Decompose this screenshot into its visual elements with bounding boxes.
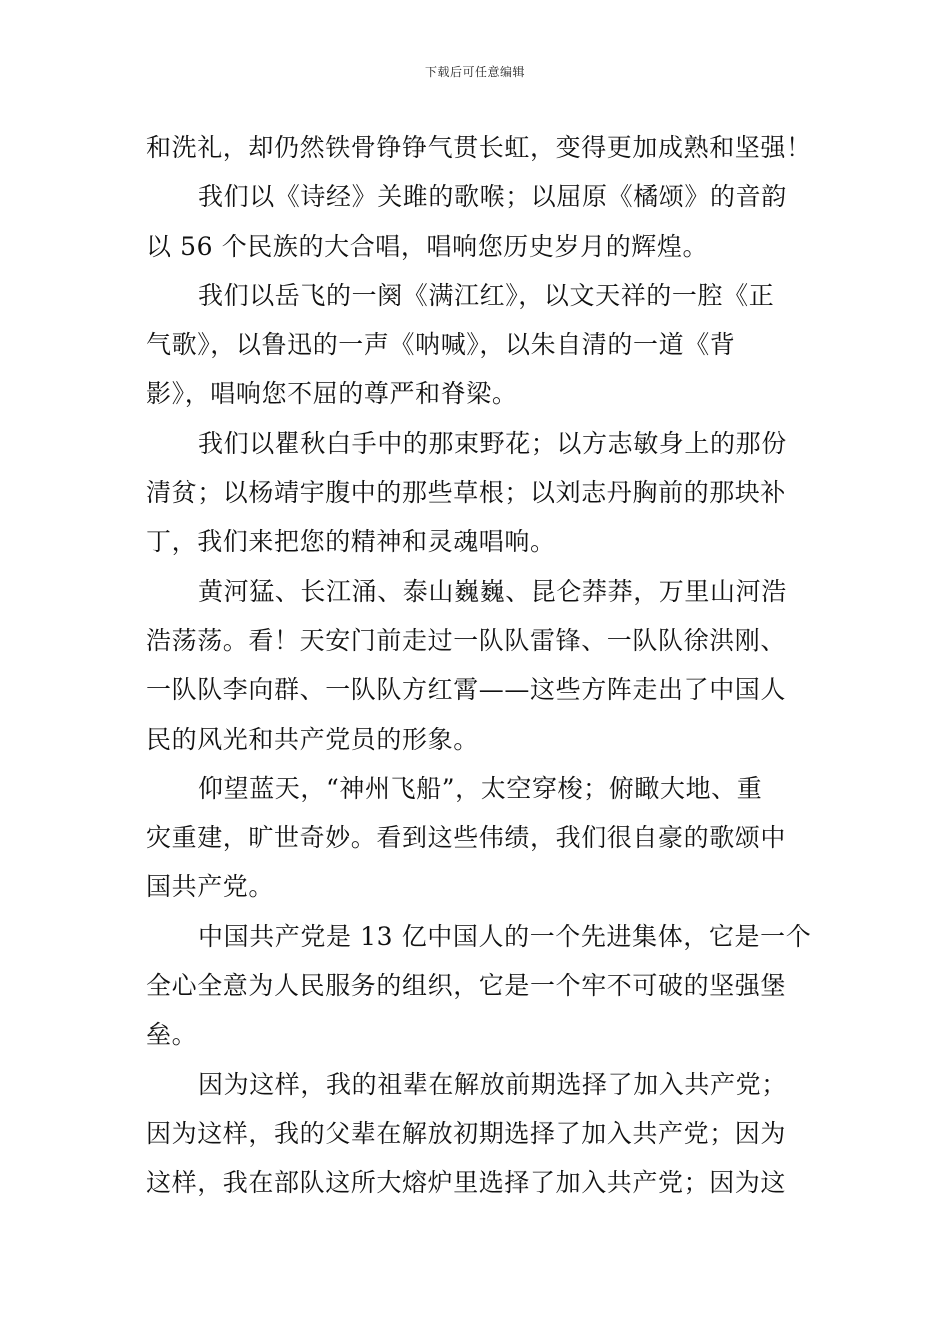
text-line: 浩荡荡。看！天安门前走过一队队雷锋、一队队徐洪刚、 — [146, 625, 787, 655]
text-line: 影》，唱响您不屈的尊严和脊梁。 — [146, 379, 518, 409]
text-line: 以 56 个民族的大合唱，唱响您历史岁月的辉煌。 — [146, 231, 709, 261]
text-line: 民的风光和共产党员的形象。 — [146, 724, 479, 754]
text-line: 丁，我们来把您的精神和灵魂唱响。 — [146, 527, 556, 557]
text-line: 清贫；以杨靖宇腹中的那些草根；以刘志丹胸前的那块补 — [146, 478, 787, 508]
text-line: 国共产党。 — [146, 872, 275, 902]
text-line: 我们以瞿秋白手中的那束野花；以方志敏身上的那份 — [198, 428, 787, 458]
body-text — [146, 123, 810, 1208]
text-line: 灾重建，旷世奇妙。看到这些伟绩，我们很自豪的歌颂中 — [146, 823, 787, 853]
text-line: 一队队李向群、一队队方红霄——这些方阵走出了中国人 — [146, 675, 787, 705]
text-line: 因为这样，我的父辈在解放初期选择了加入共产党；因为 — [146, 1118, 787, 1148]
text-line: 因为这样，我的祖辈在解放前期选择了加入共产党； — [198, 1069, 787, 1099]
text-line: 我们以岳飞的一阕《满江红》，以文天祥的一腔《正 — [198, 280, 775, 310]
text-line: 气歌》，以鲁迅的一声《呐喊》，以朱自清的一道《背 — [146, 330, 736, 360]
text-line: 中国共产党是 13 亿中国人的一个先进集体，它是一个 — [198, 921, 812, 951]
text-line: 黄河猛、长江涌、泰山巍巍、昆仑莽莽，万里山河浩 — [198, 576, 787, 606]
text-line: 仰望蓝天，“神州飞船”，太空穿梭；俯瞰大地、重 — [198, 773, 763, 803]
text-line: 我们以《诗经》关雎的歌喉；以屈原《橘颂》的音韵 — [198, 182, 787, 212]
text-line: 垒。 — [146, 1020, 198, 1050]
header-note: 下载后可任意编辑 — [424, 65, 525, 79]
text-line: 全心全意为人民服务的组织，它是一个牢不可破的坚强堡 — [146, 971, 787, 1001]
text-line: 和洗礼，却仍然铁骨铮铮气贯长虹，变得更加成熟和坚强！ — [146, 133, 812, 162]
text-line: 这样，我在部队这所大熔炉里选择了加入共产党；因为这 — [146, 1168, 787, 1198]
